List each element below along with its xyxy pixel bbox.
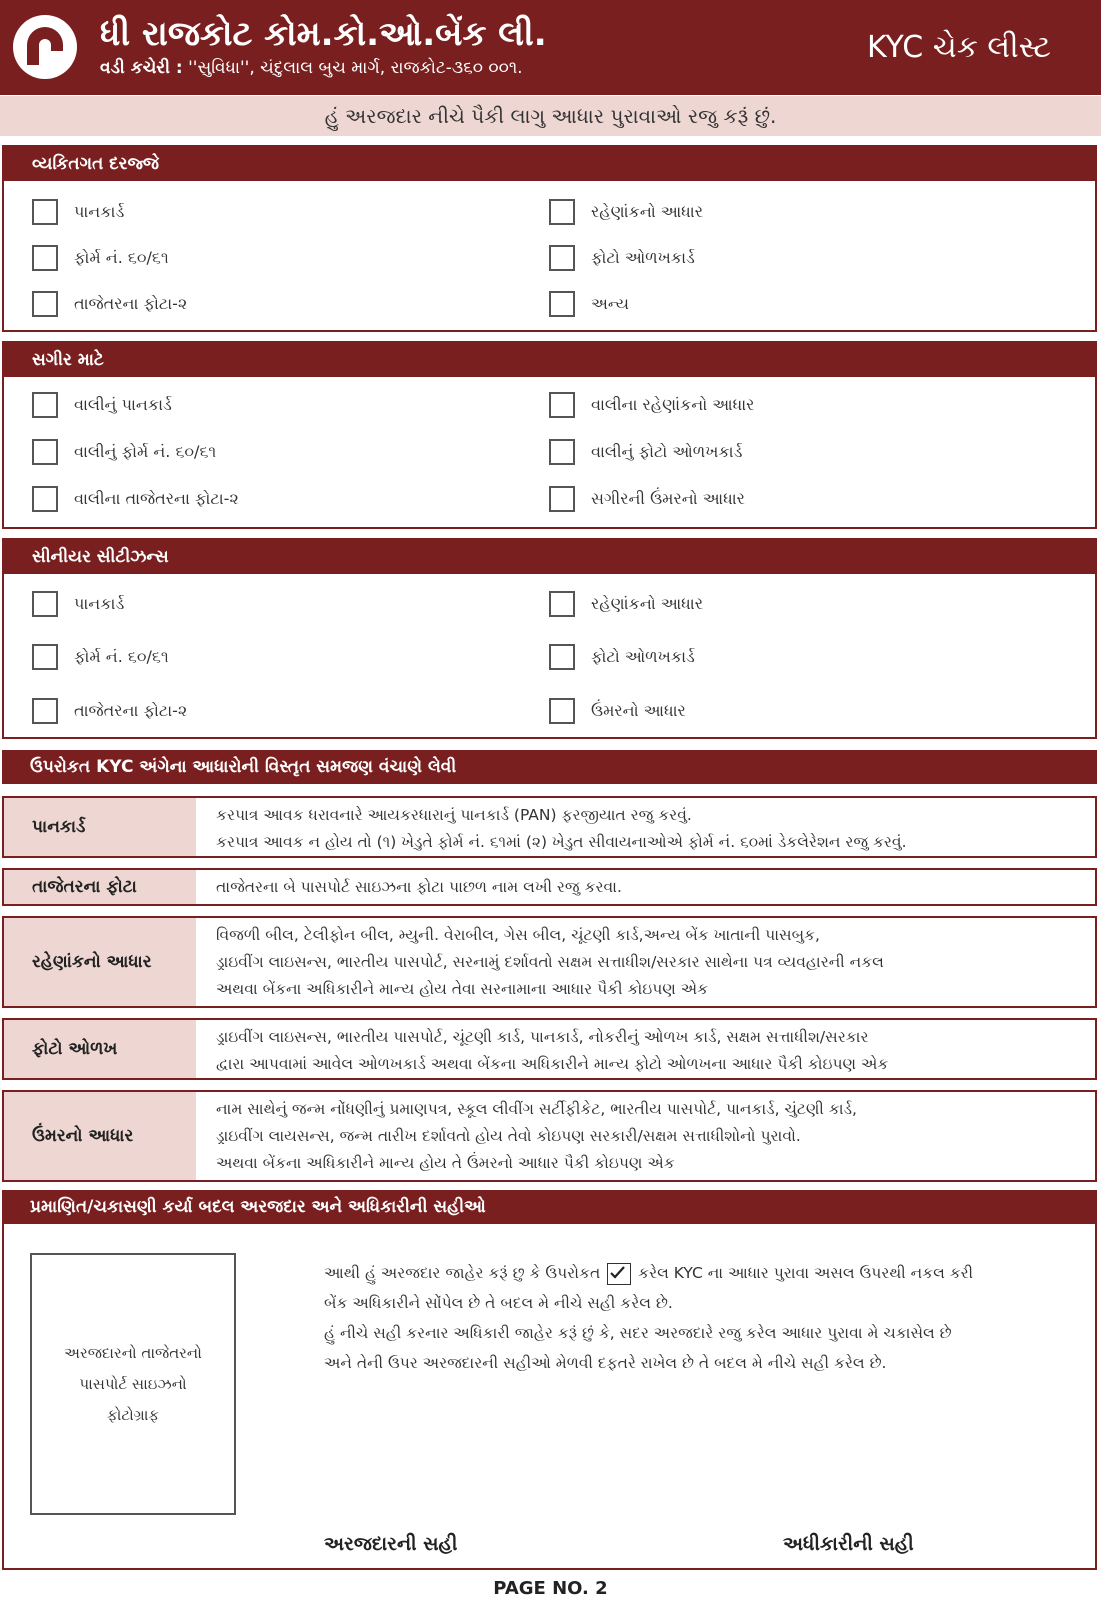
photo-placeholder <box>30 1253 236 1515</box>
detail-row-residence <box>2 916 1097 1008</box>
checkbox[interactable] <box>549 199 575 225</box>
section-title: વ્યકિતગત દરજ્જે <box>4 147 1095 181</box>
section-title: સગીર માટે <box>4 343 1095 377</box>
attestation-line-part: આથી હું અરજદાર જાહેર કરૂં છુ કે ઉપરોકત <box>324 1264 601 1282</box>
checkbox[interactable] <box>32 392 58 418</box>
option-label: તાજેતરના ફોટા-૨ <box>74 294 188 313</box>
detail-line: અથવા બેંકના અધિકારીને માન્ય હોય તે ઉંમરનો આધાર પૈકી કોઇપણ એક <box>216 1154 675 1172</box>
checkbox[interactable] <box>32 486 58 512</box>
checkbox-option[interactable] <box>32 390 172 420</box>
bank-address <box>100 58 523 78</box>
checkbox[interactable] <box>32 199 58 225</box>
checkbox-option[interactable] <box>32 437 216 467</box>
attestation-line-part: કરેલ KYC ના આધાર પુરાવા અસલ ઉપરથી નકલ કરી <box>638 1264 974 1282</box>
bank-name: ધી રાજકોટ કોમ.કો.ઓ.બેંક લી. <box>100 14 547 54</box>
applicant-signature-label: અરજદારની સહી <box>324 1533 458 1555</box>
detail-row-pan <box>2 796 1097 858</box>
checkbox-option[interactable] <box>549 484 745 514</box>
checkbox-option[interactable] <box>32 642 169 672</box>
detail-line: દ્વારા આપવામાં આવેલ ઓળખકાર્ડ અથવા બેંકના અધિકારીને માન્ય ફોટો ઓળખના આધાર પૈકી કોઇપણ એક <box>216 1055 889 1073</box>
section-senior-citizens <box>2 538 1097 739</box>
detail-line: ડ્રાઇવીંગ લાઇસન્સ, ભારતીય પાસપોર્ટ, ચૂંટણી કાર્ડ, પાનકાર્ડ, નોકરીનું ઓળખ કાર્ડ, સક્ષમ સત્તાધીશ/સરકાર <box>216 1028 869 1046</box>
detail-line: તાજેતરના બે પાસપોર્ટ સાઇઝના ફોટા પાછળ નામ લખી રજુ કરવા. <box>216 878 622 896</box>
details-title: ઉપરોકત KYC અંગેના આધારોની વિસ્તૃત સમજણ વંચાણે લેવી <box>2 750 1097 784</box>
detail-text <box>196 870 1095 904</box>
detail-row-photos <box>2 868 1097 906</box>
address-text: ''સુવિધા'', ચંદુલાલ બુચ માર્ગ, રાજકોટ-૩૬૦ ૦૦૧. <box>188 58 523 78</box>
attestation-line <box>324 1258 973 1288</box>
option-label: વાલીનું ફોટો ઓળખકાર્ડ <box>591 442 743 461</box>
option-label: રહેણાંકનો આધાર <box>591 202 703 221</box>
checkbox-option[interactable] <box>549 243 695 273</box>
option-label: ફોટો ઓળખકાર્ડ <box>591 647 695 666</box>
detail-line: ડ્રાઇવીંગ લાયસન્સ, જન્મ તારીખ દર્શાવતો હોય તેવો કોઇપણ સરકારી/સક્ષમ સત્તાધીશોનો પુરાવો. <box>216 1127 801 1145</box>
checkbox[interactable] <box>549 486 575 512</box>
checkbox[interactable] <box>549 392 575 418</box>
checkbox-option[interactable] <box>549 696 686 726</box>
checkbox[interactable] <box>549 698 575 724</box>
detail-label: ફોટો ઓળખ <box>4 1020 196 1078</box>
checkbox-option[interactable] <box>549 437 742 467</box>
detail-row-photo-id <box>2 1018 1097 1080</box>
attestation-line: અને તેની ઉપર અરજદારની સહીઓ મેળવી દફતરે રાખેલ છે તે બદલ મે નીચે સહી કરેલ છે. <box>324 1354 887 1372</box>
checkbox[interactable] <box>32 439 58 465</box>
photo-label-line: પાસપોર્ટ સાઇઝનો <box>79 1374 187 1393</box>
photo-label-line: ફોટોગ્રાફ <box>106 1405 160 1424</box>
option-label: સગીરની ઉંમરનો આધાર <box>591 489 745 508</box>
detail-label: ઉંમરનો આધાર <box>4 1092 196 1180</box>
checkbox[interactable] <box>549 439 575 465</box>
attestation-line: બેંક અધિકારીને સોંપેલ છે તે બદલ મે નીચે સહી કરેલ છે. <box>324 1294 673 1312</box>
detail-text <box>196 1020 1095 1078</box>
option-label: ઉંમરનો આધાર <box>591 701 686 720</box>
detail-line: અથવા બેંકના અધિકારીને માન્ય હોય તેવા સરનામાના આધાર પૈકી કોઇપણ એક <box>216 980 709 998</box>
option-label: પાનકાર્ડ <box>74 202 125 221</box>
photo-label-line: અરજદારનો તાજેતરનો <box>64 1343 202 1362</box>
option-label: વાલીના રહેણાંકનો આધાર <box>591 395 755 414</box>
section-minor <box>2 341 1097 529</box>
checkbox-option[interactable] <box>32 696 187 726</box>
checkbox[interactable] <box>32 644 58 670</box>
checkbox-option[interactable] <box>32 289 187 319</box>
checkbox-option[interactable] <box>32 197 124 227</box>
detail-line: નામ સાથેનું જન્મ નોંધણીનું પ્રમાણપત્ર, સ્કૂલ લીવીંગ સર્ટીફીકેટ, ભારતીય પાસપોર્ટ, પાનકાર્ડ, ચુંટણી કાર્ડ, <box>216 1100 857 1118</box>
checkbox[interactable] <box>549 245 575 271</box>
option-label: ફોટો ઓળખકાર્ડ <box>591 248 695 267</box>
checkbox[interactable] <box>549 644 575 670</box>
checkbox-option[interactable] <box>32 484 239 514</box>
page-number: PAGE NO. 2 <box>493 1578 608 1599</box>
checkbox-option[interactable] <box>32 243 169 273</box>
detail-text <box>196 1092 1095 1180</box>
option-label: અન્ય <box>591 294 630 313</box>
checkbox-option[interactable] <box>549 289 629 319</box>
option-label: વાલીનું પાનકાર્ડ <box>74 395 172 414</box>
checkbox[interactable] <box>32 291 58 317</box>
declaration-banner: હું અરજદાર નીચે પૈકી લાગુ આધાર પુરાવાઓ રજુ કરૂં છું. <box>0 96 1101 136</box>
bank-logo <box>13 15 77 79</box>
detail-text <box>196 918 1095 1006</box>
checkbox[interactable] <box>549 291 575 317</box>
address-label: વડી કચેરી : <box>100 58 183 78</box>
section-individual <box>2 145 1097 332</box>
checkbox-option[interactable] <box>549 642 695 672</box>
detail-line: કરપાત્ર આવક ધરાવનારે આયકરધારાનું પાનકાર્ડ (PAN) ફરજીયાત રજુ કરવું. <box>216 806 692 824</box>
checkbox-option[interactable] <box>549 589 703 619</box>
attestation-text <box>324 1258 973 1378</box>
detail-text <box>196 798 1095 856</box>
detail-label: તાજેતરના ફોટા <box>4 870 196 904</box>
attestation-line: હું નીચે સહી કરનાર અધિકારી જાહેર કરૂં છું કે, સદર અરજદારે રજુ કરેલ આધાર પુરાવા મે ચકાસેલ છે <box>324 1324 952 1342</box>
attestation-title: પ્રમાણિત/ચકાસણી કર્યા બદલ અરજદાર અને અધિકારીની સહીઓ <box>2 1190 1097 1224</box>
section-title: સીનીયર સીટીઝન્સ <box>4 540 1095 574</box>
detail-label: રહેણાંકનો આધાર <box>4 918 196 1006</box>
option-label: ફોર્મ નં. ૬૦/૬૧ <box>74 248 169 267</box>
checkbox[interactable] <box>32 245 58 271</box>
checkbox-option[interactable] <box>32 589 124 619</box>
checkbox-option[interactable] <box>549 390 754 420</box>
detail-line: કરપાત્ર આવક ન હોય તો (૧) ખેડુતે ફોર્મ નં. ૬૧માં (૨) ખેડુત સીવાયનાઓએ ફોર્મ નં. ૬૦માં ડેકલેરેશન રજુ કરવું. <box>216 833 907 851</box>
checkbox[interactable] <box>549 591 575 617</box>
detail-label: પાનકાર્ડ <box>4 798 196 856</box>
option-label: ફોર્મ નં. ૬૦/૬૧ <box>74 647 169 666</box>
detail-row-age-proof <box>2 1090 1097 1182</box>
kyc-checklist-title: KYC ચેક લીસ્ટ <box>866 30 1051 65</box>
bank-logo-icon <box>13 15 77 79</box>
detail-line: ડ્રાઇવીંગ લાઇસન્સ, ભારતીય પાસપોર્ટ, સરનામું દર્શાવતો સક્ષમ સત્તાધીશ/સરકાર સાથેના પત્ર વ્યવહારની નકલ <box>216 953 884 971</box>
option-label: તાજેતરના ફોટા-૨ <box>74 701 188 720</box>
checkmark-box-icon <box>607 1263 631 1285</box>
officer-signature-label: અધીકારીની સહી <box>783 1533 914 1555</box>
option-label: પાનકાર્ડ <box>74 594 125 613</box>
option-label: વાલીનું ફોર્મ નં. ૬૦/૬૧ <box>74 442 217 461</box>
checkbox[interactable] <box>32 591 58 617</box>
checkbox-option[interactable] <box>549 197 703 227</box>
option-label: વાલીના તાજેતરના ફોટા-૨ <box>74 489 239 508</box>
option-label: રહેણાંકનો આધાર <box>591 594 703 613</box>
checkbox[interactable] <box>32 698 58 724</box>
detail-line: વિજળી બીલ, ટેલીફોન બીલ, મ્યુની. વેરાબીલ, ગેસ બીલ, ચૂંટણી કાર્ડ,અન્ય બેંક ખાતાની પાસબુક, <box>216 926 820 944</box>
header <box>0 0 1101 95</box>
